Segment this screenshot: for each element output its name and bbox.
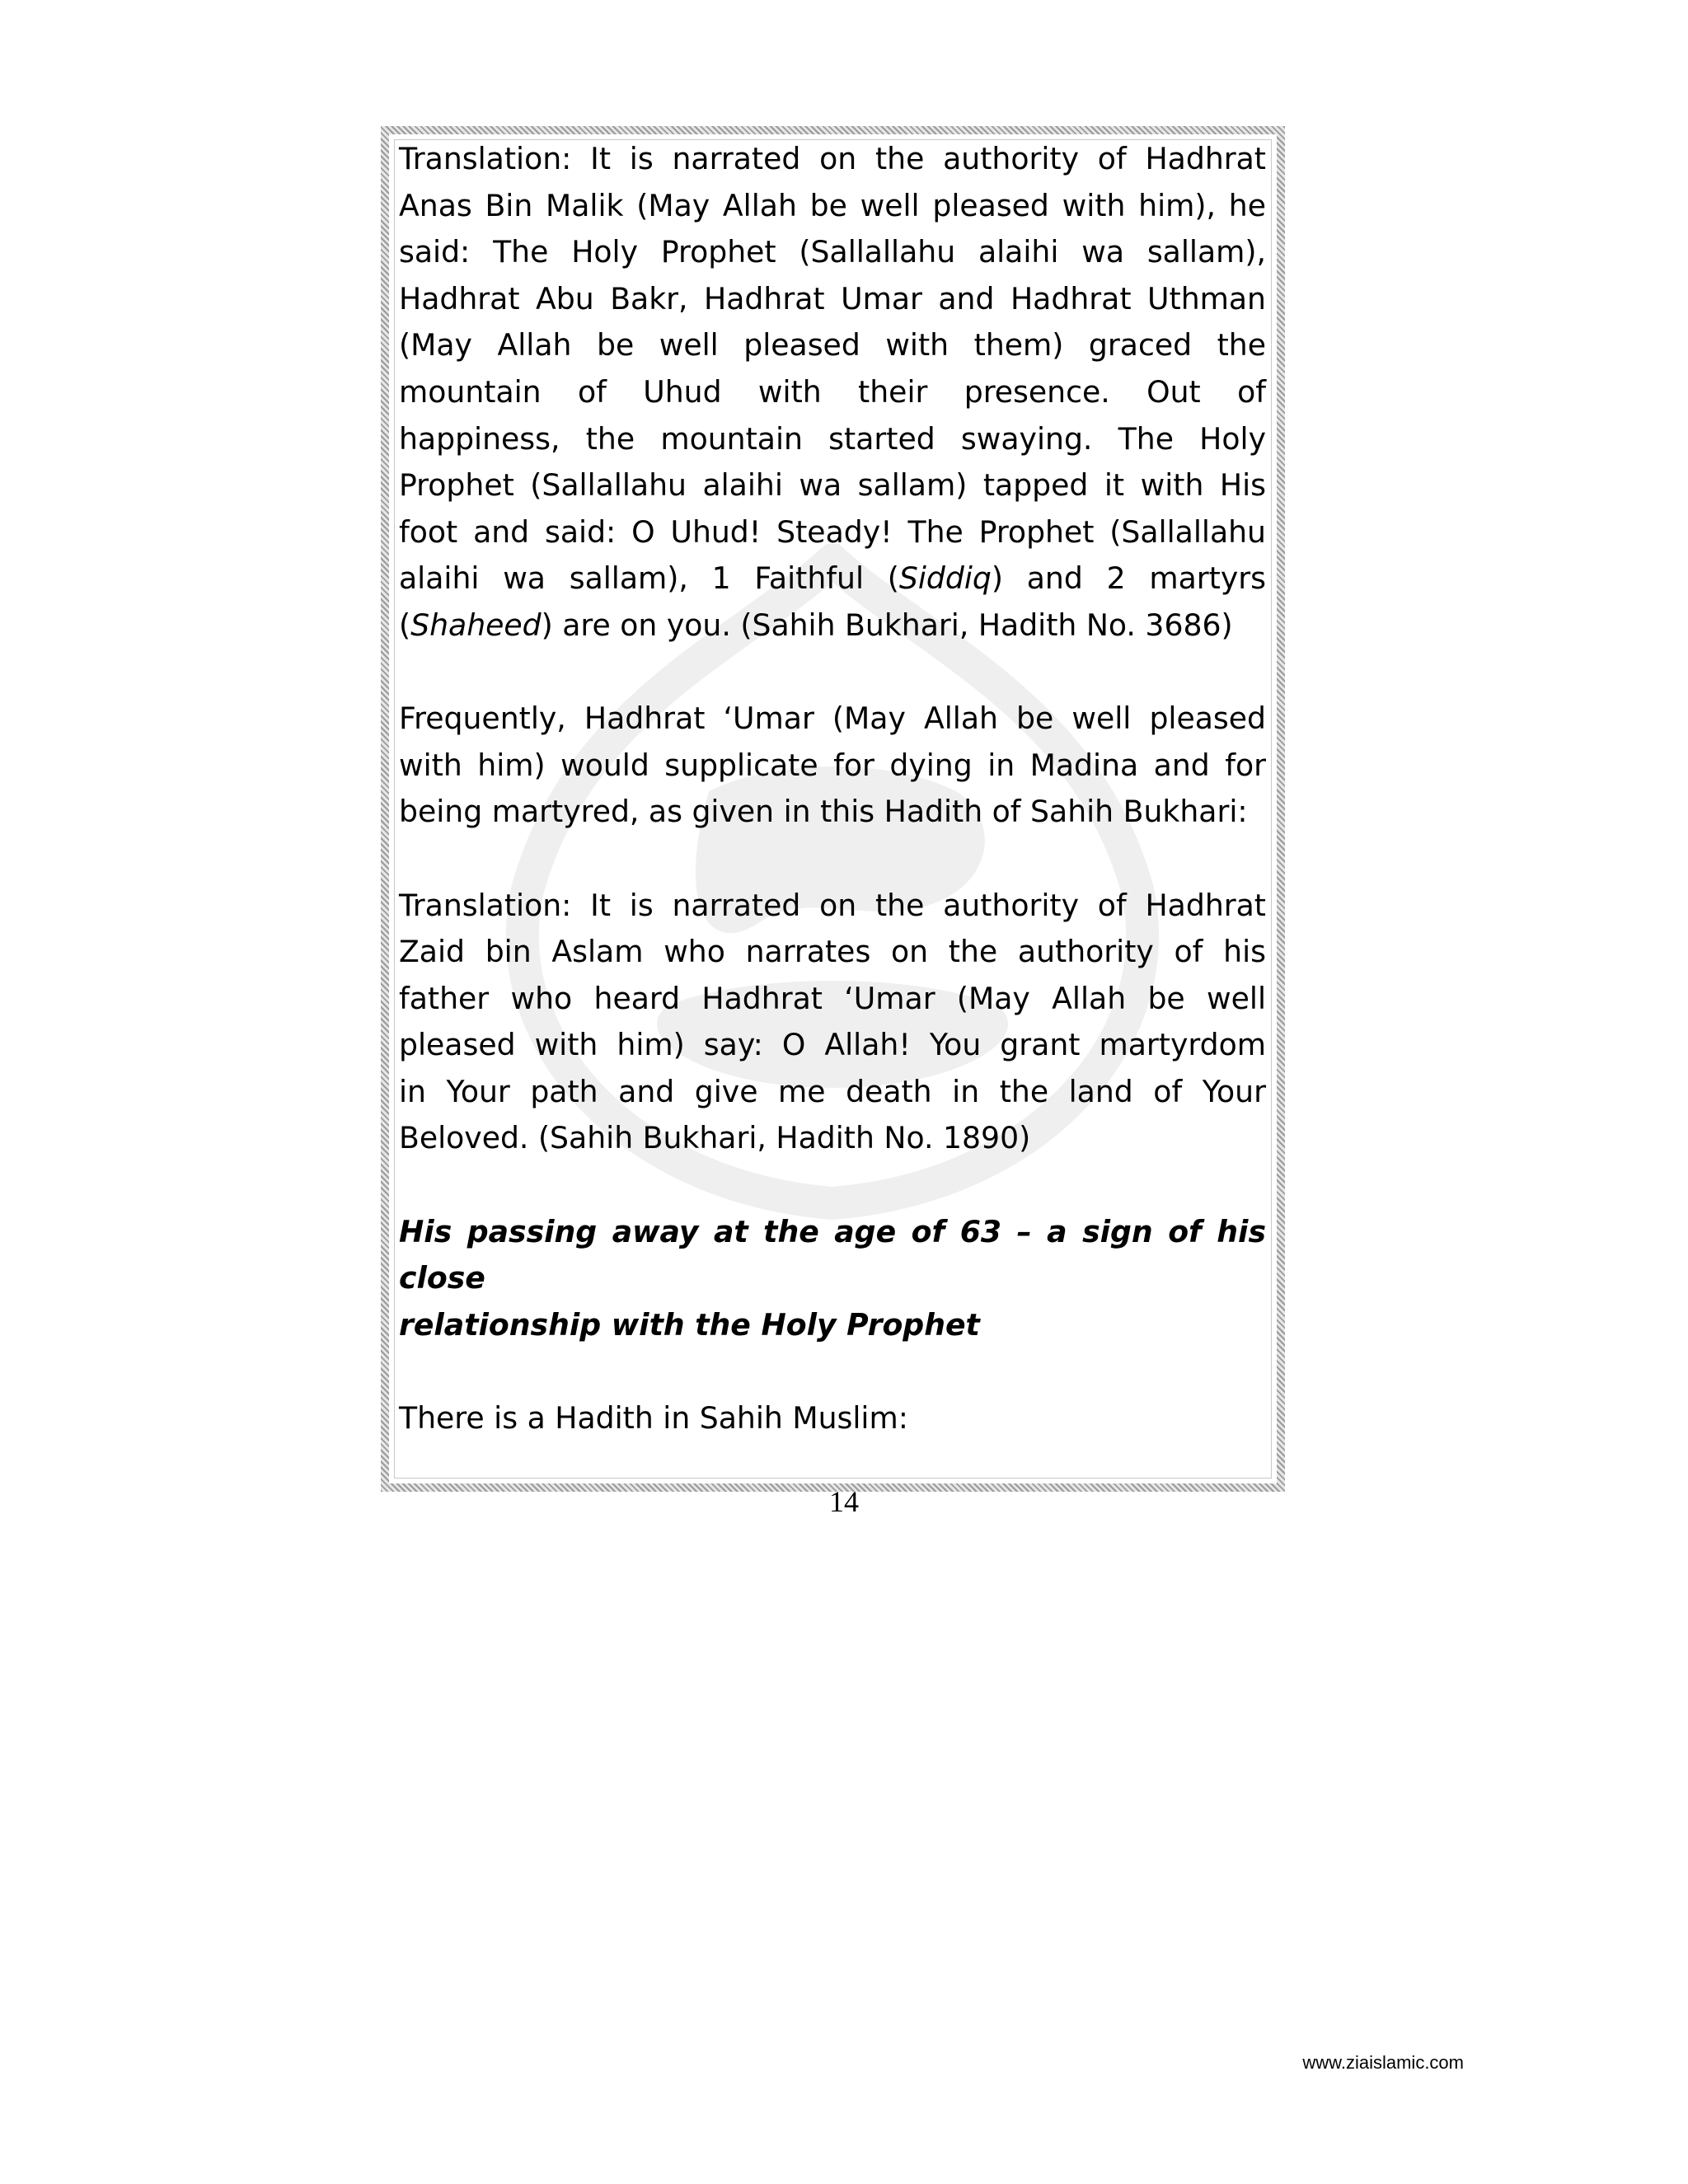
- text-line: Zaid bin Aslam who narrates on the authority of his: [399, 934, 1266, 970]
- paragraph-spacer: [399, 1162, 1266, 1209]
- text-line: said: The Holy Prophet (Sallallahu alaihi wa sallam),: [399, 234, 1266, 270]
- text-segment: alaihi wa sallam), 1 Faithful (: [399, 560, 899, 597]
- text-line: (May Allah be well pleased with them) graced the: [399, 327, 1266, 363]
- site-url-footer: www.ziaislamic.com: [1302, 2052, 1464, 2073]
- italic-term-shaheed: Shaheed: [410, 607, 542, 643]
- text-line: [399, 602, 1266, 649]
- text-line: father who heard Hadhrat ‘Umar (May Allah be well: [399, 980, 1266, 1016]
- text-line: Beloved. (Sahih Bukhari, Hadith No. 1890): [399, 1120, 1031, 1156]
- paragraph-spacer: [399, 649, 1266, 696]
- heading-line: relationship with the Holy Prophet: [399, 1306, 980, 1343]
- italic-term-siddiq: Siddiq: [898, 560, 992, 597]
- heading-line: His passing away at the age of 63 – a sign of his close: [399, 1213, 1266, 1296]
- text-line: Frequently, Hadhrat ‘Umar (May Allah be well pleased: [399, 701, 1266, 737]
- section-heading: [399, 1209, 1266, 1349]
- text-line: pleased with him) say: O Allah! You grant martyrdom: [399, 1027, 1266, 1063]
- text-line: Prophet (Sallallahu alaihi wa sallam) tapped it with His: [399, 467, 1266, 504]
- text-line: Translation: It is narrated on the authority of Hadhrat: [399, 141, 1266, 176]
- text-segment: ) are on you. (Sahih Bukhari, Hadith No. 3686): [541, 607, 1233, 643]
- text-line: with him) would supplicate for dying in Madina and for: [399, 747, 1266, 783]
- text-line: in Your path and give me death in the land of Your: [399, 1073, 1266, 1109]
- text-line: Hadhrat Abu Bakr, Hadhrat Umar and Hadhrat Uthman: [399, 280, 1266, 316]
- page-number: 14: [829, 1485, 859, 1518]
- paragraph-umar-supplication: [399, 696, 1266, 836]
- paragraph-zaid-hadith: [399, 883, 1266, 1163]
- paragraph-uhud-hadith: [399, 136, 1266, 649]
- text-line: happiness, the mountain started swaying. The Holy: [399, 420, 1266, 457]
- text-line: foot and said: O Uhud! Steady! The Prophet (Sallallahu: [399, 513, 1266, 550]
- text-segment: ) and 2 martyrs: [991, 560, 1267, 597]
- paragraph-spacer: [399, 836, 1266, 883]
- paragraph-spacer: [399, 1348, 1266, 1395]
- closing-line: There is a Hadith in Sahih Muslim:: [399, 1400, 908, 1436]
- text-line: being martyred, as given in this Hadith of Sahih Bukhari:: [399, 794, 1248, 830]
- text-line: Translation: It is narrated on the authority of Hadhrat: [399, 887, 1266, 923]
- text-line: mountain of Uhud with their presence. Out of: [399, 373, 1266, 410]
- text-line: [399, 555, 1266, 602]
- text-segment: (: [399, 607, 411, 643]
- document-body: [399, 136, 1266, 1442]
- text-line: Anas Bin Malik (May Allah be well pleased with him), he: [399, 187, 1266, 223]
